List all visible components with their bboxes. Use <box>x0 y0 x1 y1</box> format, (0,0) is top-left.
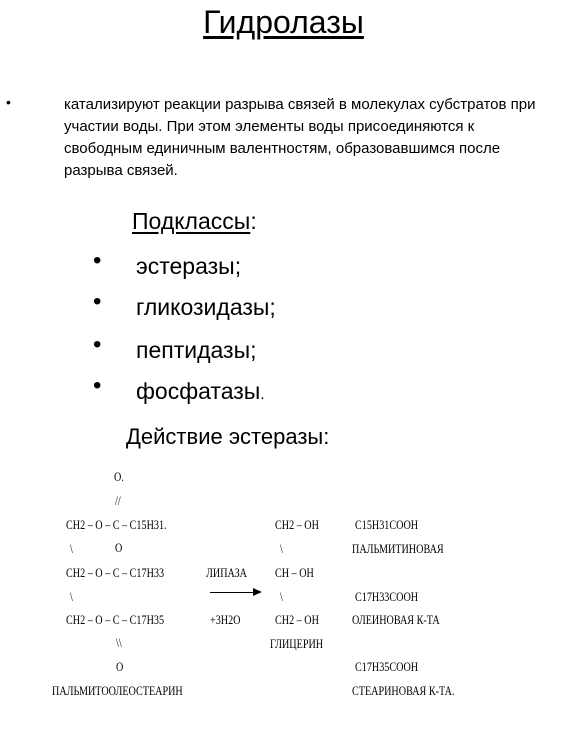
acid-name-palmitic: ПАЛЬМИТИНОВАЯ <box>352 541 444 556</box>
reaction-arrow-head <box>253 588 262 596</box>
glycerol-row-2: CH – OH <box>275 565 314 580</box>
glycerol-link-2: \ <box>280 589 283 604</box>
subclasses-heading <box>132 208 257 235</box>
glycerol-name: ГЛИЦЕРИН <box>270 636 324 651</box>
item-phosphatases-label: фосфатазы <box>136 378 261 404</box>
bullet-peptidases: • <box>93 331 102 358</box>
bullet-glycosidases: • <box>93 288 102 315</box>
glycerol-row-1: CH2 – OH <box>275 517 319 532</box>
substrate-middle-oxygen: O <box>115 540 123 555</box>
intro-bullet: • <box>6 94 11 110</box>
substrate-top-double-bond: // <box>115 493 121 508</box>
item-peptidases: пептидазы; <box>136 337 257 363</box>
page-title: Гидролазы <box>203 4 364 40</box>
substrate-row-3: CH2 – O – C – C17H35 <box>66 612 165 627</box>
acid-formula-oleic: C17H33COOH <box>355 589 419 604</box>
bullet-esterases: • <box>93 247 102 274</box>
substrate-bottom-double-bond: \\ <box>116 635 122 650</box>
reaction-arrow <box>210 592 255 593</box>
bullet-phosphatases: • <box>93 372 102 399</box>
item-glycosidases: гликозидазы; <box>136 294 276 320</box>
acid-formula-stearic: C17H35COOH <box>355 659 419 674</box>
esterase-action-title: Действие эстеразы: <box>126 424 330 449</box>
water-label: +3H2O <box>210 612 241 627</box>
enzyme-label: ЛИПАЗА <box>206 565 247 580</box>
intro-text: катализируют реакции разрыва связей в молекулах субстратов при участии воды. При этом элементы воды присоединяются к свободным единичным валентностям, образовавшимся после разрыва связей. <box>64 96 536 179</box>
substrate-row-1: CH2 – O – C – C15H31. <box>66 517 167 532</box>
substrate-link-1: \ <box>70 541 73 556</box>
item-phosphatases <box>136 378 264 408</box>
substrate-row-2: CH2 – O – C – C17H33 <box>66 565 165 580</box>
glycerol-row-3: CH2 – OH <box>275 612 319 627</box>
item-esterases: эстеразы; <box>136 253 242 279</box>
acid-name-oleic: ОЛЕИНОВАЯ К-ТА <box>352 612 440 627</box>
substrate-link-2: \ <box>70 589 73 604</box>
glycerol-link-1: \ <box>280 541 283 556</box>
subclasses-heading-label: Подклассы <box>132 208 251 234</box>
substrate-top-oxygen: O. <box>114 469 124 484</box>
acid-formula-palmitic: C15H31COOH <box>355 517 419 532</box>
subclasses-heading-colon: : <box>250 208 257 234</box>
item-phosphatases-period: . <box>260 386 265 403</box>
substrate-name: ПАЛЬМИТООЛЕОСТЕАРИН <box>52 683 183 698</box>
acid-name-stearic: СТЕАРИНОВАЯ К-ТА. <box>352 683 455 698</box>
substrate-bottom-oxygen: O <box>116 659 124 674</box>
